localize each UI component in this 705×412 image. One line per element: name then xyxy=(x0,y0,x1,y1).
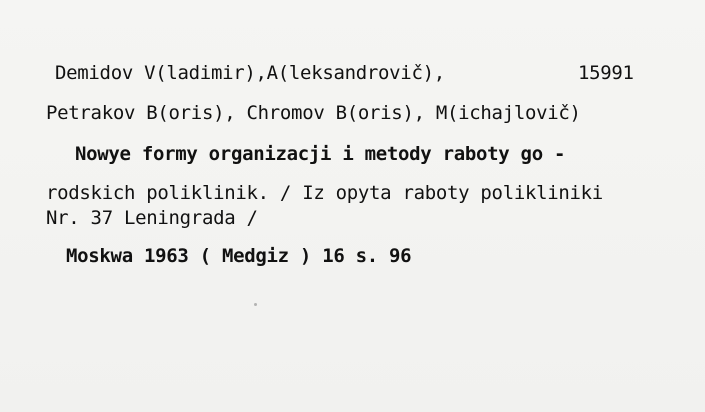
author-line xyxy=(55,62,634,84)
publication-text: Moskwa 1963 ( Medgiz ) 16 s. 96 xyxy=(66,245,412,267)
card-number: 15991 xyxy=(578,62,634,84)
title-text-3: Nr. 37 Leningrada / xyxy=(46,207,258,229)
paper-speck xyxy=(254,303,257,306)
title-line-2 xyxy=(46,182,603,204)
title-text-2: rodskich poliklinik. / Iz opyta raboty polikliniki xyxy=(46,182,603,204)
title-line-3 xyxy=(46,207,258,229)
title-text-1: Nowye formy organizacji i metody raboty go - xyxy=(75,143,566,165)
author-text: Demidov V(ladimir),A(leksandrovič), xyxy=(55,62,445,84)
coauthors-text: Petrakov B(oris), Chromov B(oris), M(ichajlovič) xyxy=(46,102,581,124)
coauthors-line xyxy=(46,102,581,124)
publication-line xyxy=(66,245,411,267)
title-line-1 xyxy=(75,143,565,165)
